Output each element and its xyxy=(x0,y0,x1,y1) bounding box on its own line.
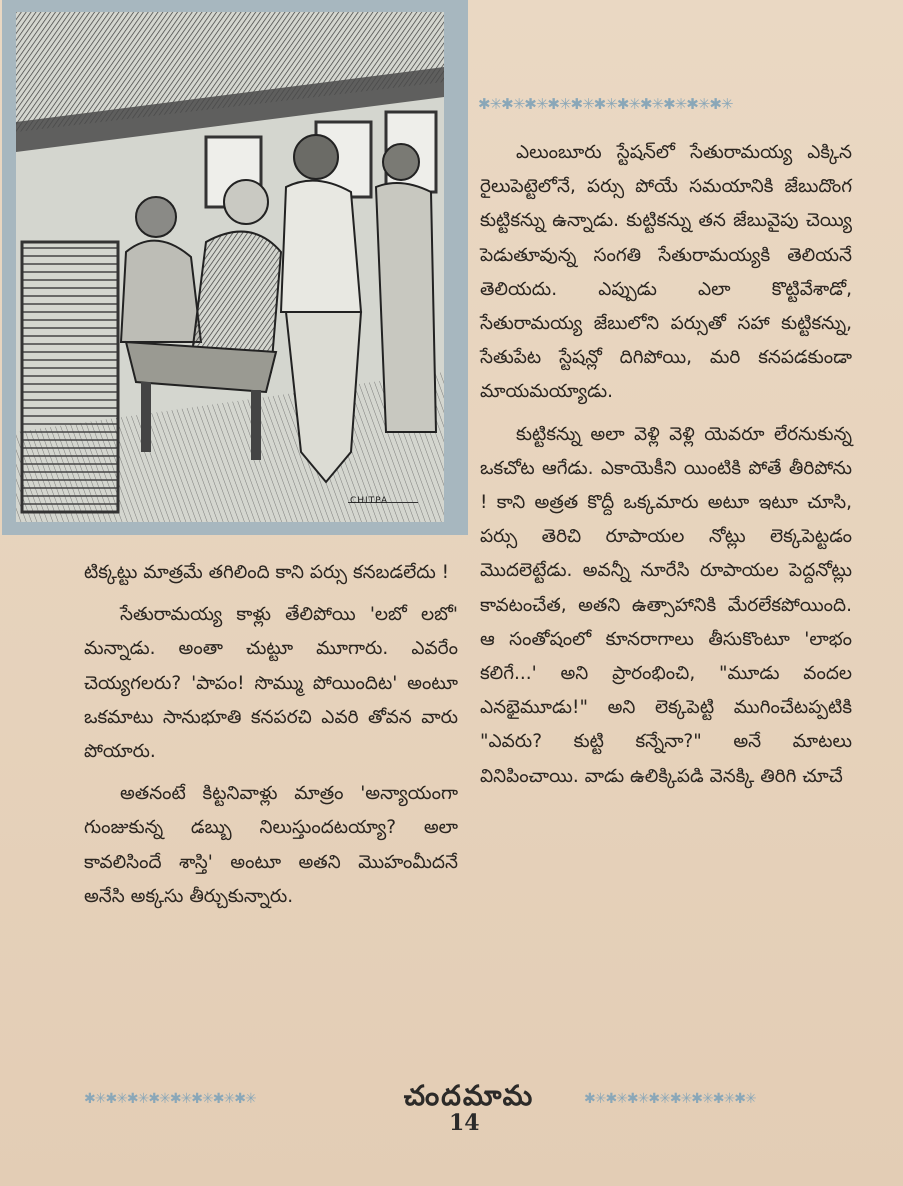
train-compartment-illustration xyxy=(16,12,444,522)
paragraph: సేతురామయ్య కాళ్లు తేలిపోయి 'లబో లబో' మన్నాడు. అంతా చుట్టూ మూగారు. ఎవరేం చెయ్యగలరు? 'పాపం! సొమ్ము పోయిందిట' అంటూ ఒకమాటు సానుభూతి కనపరచి ఎవరి తోవన వారు పోయారు. xyxy=(84,604,458,763)
right-column xyxy=(480,136,852,802)
footer-ornament-right: ✱✳✱✳✱✳✱✳✱✳✱✳✱✳✱✳ xyxy=(584,1091,756,1107)
paragraph: ఎలుంబూరు స్టేషన్‌లో సేతురామయ్య ఎక్కిన రైలుపెట్టెలోనే, పర్సు పోయే సమయానికి జేబుదొంగ కుట్టికన్ను ఉన్నాడు. కుట్టికన్ను తన జేబువైపు చెయ్యి పెడుతూవున్న సంగతి సేతురామయ్యకి తెలియనే తెలియదు. ఎప్పుడు ఎలా కొట్టివేశాడో, సేతురామయ్య జేబులోని పర్సుతో సహా కుట్టికన్ను, సేతుపేట స్టేషన్లో దిగిపోయి, మరి కనపడకుండా మాయమయ్యాడు. xyxy=(480,142,852,403)
illustration-frame xyxy=(2,0,468,535)
footer-ornament-left: ✱✳✱✳✱✳✱✳✱✳✱✳✱✳✱✳ xyxy=(84,1091,256,1107)
paragraph: టిక్కట్టు మాత్రమే తగిలింది కాని పర్సు కనబడలేదు ! xyxy=(84,562,450,583)
artist-signature: CHITPA xyxy=(350,496,389,506)
paragraph: కుట్టికన్ను అలా వెళ్లి వెళ్లి యెవరూ లేరనుకున్న ఒకచోట ఆగేడు. ఎకాయెకీని యింటికి పోతే తీరిపోను ! కాని అత్రత కొద్దీ ఒక్కమారు అటూ ఇటూ చూసి, పర్సు తెరిచి రూపాయల నోట్లు లెక్కపెట్టడం మొదలెట్టేడు. అవన్నీ నూరేసి రూపాయల పెద్దనోట్లు కావటంచేత, అతని ఉత్సాహానికి మేరలేకపోయింది. ఆ సంతోషంలో కూనరాగాలు తీసుకొంటూ 'లాభం కలిగే...' అని ప్రారంభించి, "మూడు వందల ఎనభైమూడు!" అని లెక్కపెట్టి ముగించేటప్పటికి "ఎవరు? కుట్టి కన్నేనా?" అనే మాటలు వినిపించాయి. వాడు ఉలిక్కిపడి వెనక్కి తిరిగి చూచే xyxy=(480,423,852,787)
section-ornament: ✱✳✱✳✱✳✱✳✱✳✱✳✱✳✱✳✱✳✱✳✱✳ xyxy=(478,95,733,113)
page-number: 14 xyxy=(449,1110,480,1136)
paragraph: అతనంటే కిట్టనివాళ్లు మాత్రం 'అన్యాయంగా గుంజుకున్న డబ్బు నిలుస్తుందటయ్యా? అలా కావలిసిందే శాస్తి' అంటూ అతని మొహంమీదనే అనేసి అక్కసు తీర్చుకున్నారు. xyxy=(84,783,458,907)
magazine-title: చందమామ xyxy=(403,1079,535,1112)
left-column xyxy=(84,556,458,922)
